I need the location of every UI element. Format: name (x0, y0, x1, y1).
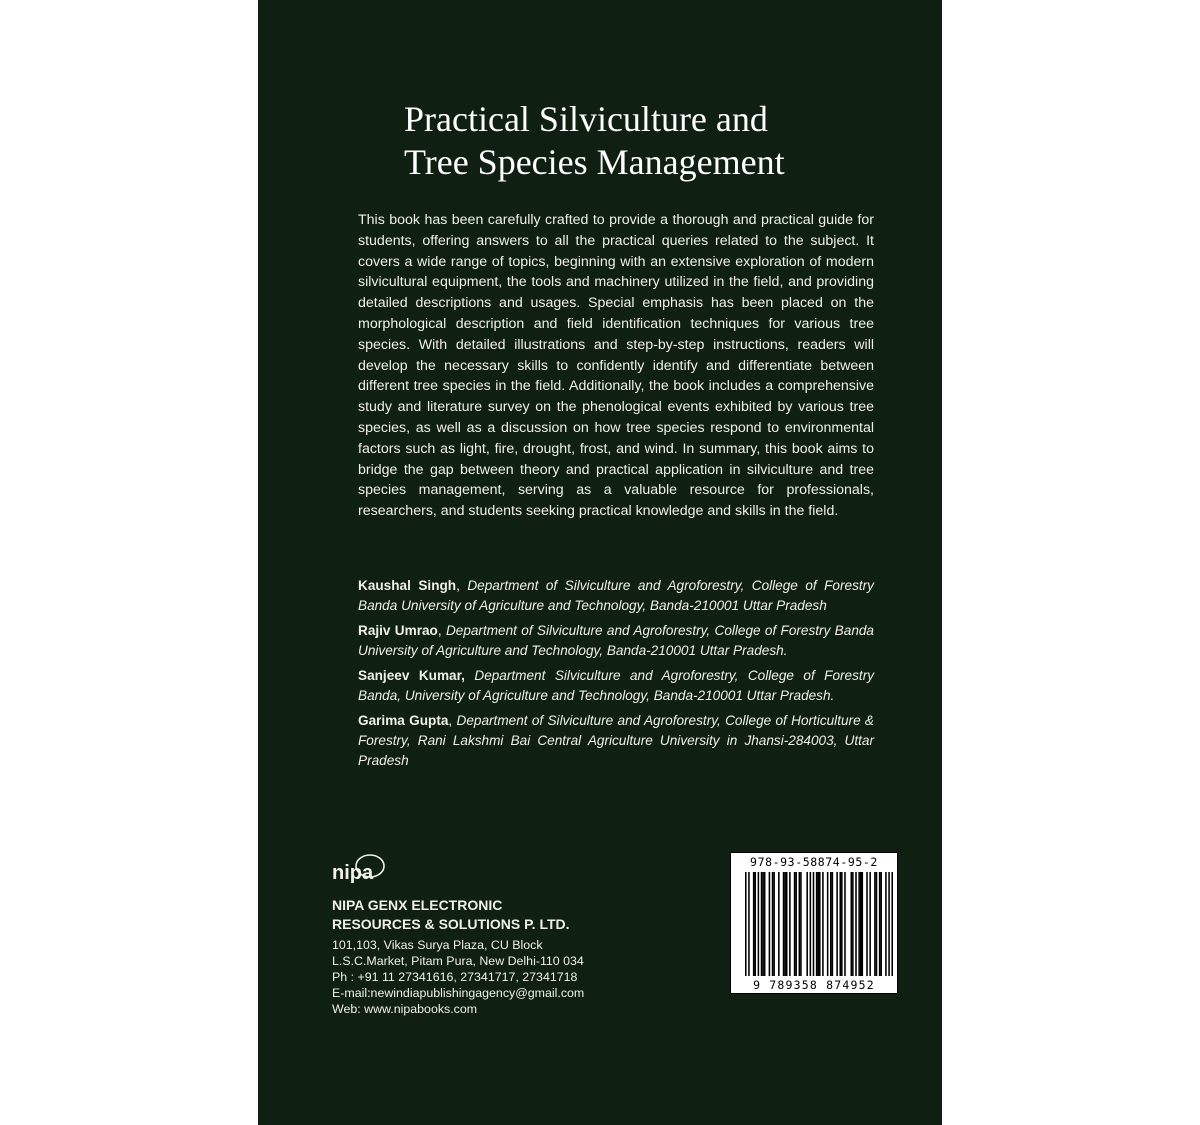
author-affiliation: Department Silviculture and Agroforestry, College of Forestry Banda, University of Agriculture and Technology, Banda-210001 Uttar Pradesh. (358, 668, 875, 703)
book-title-line-1: Practical Silviculture and (404, 99, 768, 139)
publisher-name (332, 896, 672, 934)
publisher-name-line-2: RESOURCES & SOLUTIONS P. LTD. (332, 916, 570, 932)
author-separator: , (456, 578, 468, 593)
isbn-number: 978-93-58874-95-2 (750, 855, 878, 869)
author-affiliation: Department of Silviculture and Agroforestry, College of Forestry Banda University of Agriculture and Technology, Banda-210001 Uttar Pradesh. (358, 623, 874, 658)
author-affiliation: Department of Silviculture and Agroforestry, College of Horticulture & Forestry, Rani Lakshmi Bai Central Agriculture University in Jhansi-284003, Uttar Pradesh (358, 713, 874, 768)
publisher-web: Web: www.nipabooks.com (332, 1002, 478, 1016)
author-entry (358, 666, 874, 706)
book-title (404, 98, 924, 184)
publisher-phone: Ph : +91 11 27341616, 27341717, 27341718 (332, 970, 578, 984)
author-separator: , (448, 713, 457, 728)
author-affiliation: Department of Silviculture and Agroforestry, College of Forestry Banda University of Agriculture and Technology, Banda-210001 Uttar Pradesh (358, 578, 874, 613)
author-name: Rajiv Umrao (358, 623, 438, 638)
author-name: Kaushal Singh (358, 578, 457, 593)
isbn-barcode (730, 852, 898, 994)
barcode-digits: 9 789358 874952 (731, 978, 897, 992)
book-description: This book has been carefully crafted to provide a thorough and practical guide for students, offering answers to all the practical queries related to the subject. It covers a wide range of topics, beginning with an extensive exploration of modern silvicultural equipment, the tools and machinery utilized in the field, and providing detailed descriptions and usages. Special emphasis has been placed on the morphological description and field identification techniques for various tree species. With detailed illustrations and step-by-step instructions, readers will develop the necessary skills to confidently identify and differentiate between different tree species in the field. Additionally, the book includes a comprehensive study and literature survey on the phenological events exhibited by various tree species, as well as a discussion on how tree species respond to environmental factors such as light, fire, drought, frost, and wind. In summary, this book aims to bridge the gap between theory and practical application in silviculture and tree species management, serving as a valuable resource for professionals, researchers, and students seeking practical knowledge and skills in the field. (358, 212, 874, 520)
nipa-logo-icon (330, 852, 386, 888)
author-list (358, 576, 874, 776)
author-name: Sanjeev Kumar, (358, 668, 465, 683)
logo-text: nipa (332, 862, 374, 884)
author-separator (465, 668, 474, 683)
back-cover (258, 0, 942, 1125)
publisher-email: E-mail:newindiapublishingagency@gmail.com (332, 986, 585, 1000)
publisher-address-2: L.S.C.Market, Pitam Pura, New Delhi-110 034 (332, 954, 584, 968)
author-name: Garima Gupta (358, 713, 449, 728)
author-entry (358, 621, 874, 661)
barcode-bars-icon (745, 872, 893, 976)
publisher-block (332, 896, 672, 1017)
author-entry (358, 576, 874, 616)
author-entry (358, 711, 874, 771)
publisher-address-1: 101,103, Vikas Surya Plaza, CU Block (332, 938, 543, 952)
publisher-name-line-1: NIPA GENX ELECTRONIC (332, 897, 503, 913)
book-title-line-2: Tree Species Management (404, 142, 785, 182)
author-separator: , (437, 623, 446, 638)
